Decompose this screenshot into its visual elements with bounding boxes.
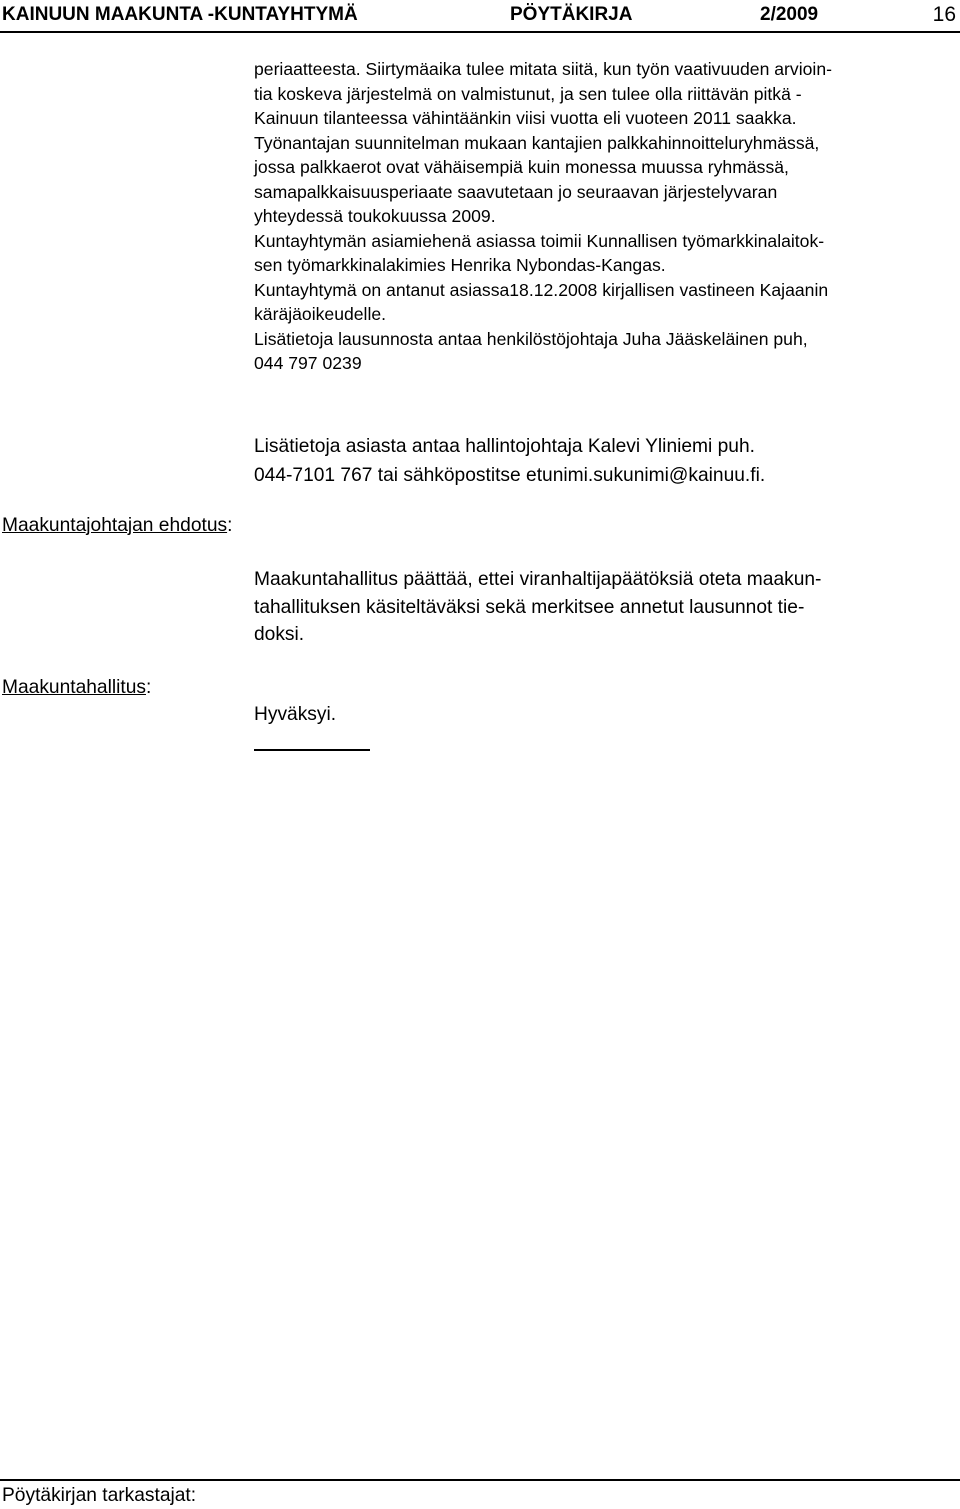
proposal-line: doksi. [254, 624, 305, 645]
statement-text [254, 57, 954, 376]
board-label-colon: : [146, 677, 152, 698]
text-line: jossa palkkaerot ovat vähäisempiä kuin monessa muussa ryhmässä, [254, 157, 789, 177]
text-line: yhteydessä toukokuussa 2009. [254, 206, 496, 226]
board-label [2, 674, 151, 702]
text-line: Kainuun tilanteessa vähintäänkin viisi vuotta eli vuoteen 2011 saakka. [254, 108, 797, 128]
contact-line: 044-7101 767 tai sähköpostitse etunimi.sukunimi@kainuu.fi. [254, 465, 766, 486]
text-line: Kuntayhtymä on antanut asiassa18.12.2008 kirjallisen vastineen Kajaanin [254, 279, 829, 300]
proposal-label-text: Maakuntajohtajan ehdotus [2, 515, 228, 536]
organization-name: KAINUUN MAAKUNTA -KUNTAYHTYMÄ [2, 4, 358, 25]
text-line: Lisätietoja lausunnosta antaa henkilöstöjohtaja Juha Jääskeläinen puh, [254, 328, 808, 349]
text-line: sen työmarkkinalakimies Henrika Nybondas-Kangas. [254, 255, 666, 275]
proposal-text [254, 566, 954, 649]
text-line: samapalkkaisuusperiaate saavutetaan jo seuraavan järjestelyvaran [254, 181, 778, 202]
page-number: 16 [932, 3, 956, 26]
document-type: PÖYTÄKIRJA [510, 4, 633, 25]
proposal-line: tahallituksen käsiteltäväksi sekä merkitsee annetut lausunnot tie- [254, 596, 805, 618]
page-header [0, 0, 960, 30]
text-line: periaatteesta. Siirtymäaika tulee mitata siitä, kun työn vaativuuden arvioin- [254, 59, 832, 79]
board-label-text: Maakuntahallitus [2, 677, 146, 698]
footer-reviewers-label: Pöytäkirjan tarkastajat: [2, 1485, 197, 1506]
proposal-line: Maakuntahallitus päättää, ettei viranhaltijapäätöksiä oteta maakun- [254, 569, 822, 590]
issue-number: 2/2009 [760, 4, 819, 25]
text-line: Kuntayhtymän asiamiehenä asiassa toimii Kunnallisen työmarkkinalaitok- [254, 230, 825, 251]
contact-line: Lisätietoja asiasta antaa hallintojohtaja Kalevi Yliniemi puh. [254, 436, 755, 457]
header-divider [0, 31, 960, 33]
proposal-label-colon: : [227, 515, 233, 536]
board-decision: Hyväksyi. [254, 704, 337, 725]
proposal-label [2, 512, 232, 540]
footer-divider [0, 1479, 960, 1481]
contact-info [254, 432, 954, 490]
decision-underline [254, 749, 370, 751]
text-line: tia koskeva järjestelmä on valmistunut, ja sen tulee olla riittävän pitkä - [254, 83, 802, 104]
text-line: 044 797 0239 [254, 353, 362, 373]
text-line: käräjäoikeudelle. [254, 304, 387, 324]
text-line: Työnantajan suunnitelman mukaan kantajien palkkahinnoitteluryhmässä, [254, 132, 820, 153]
